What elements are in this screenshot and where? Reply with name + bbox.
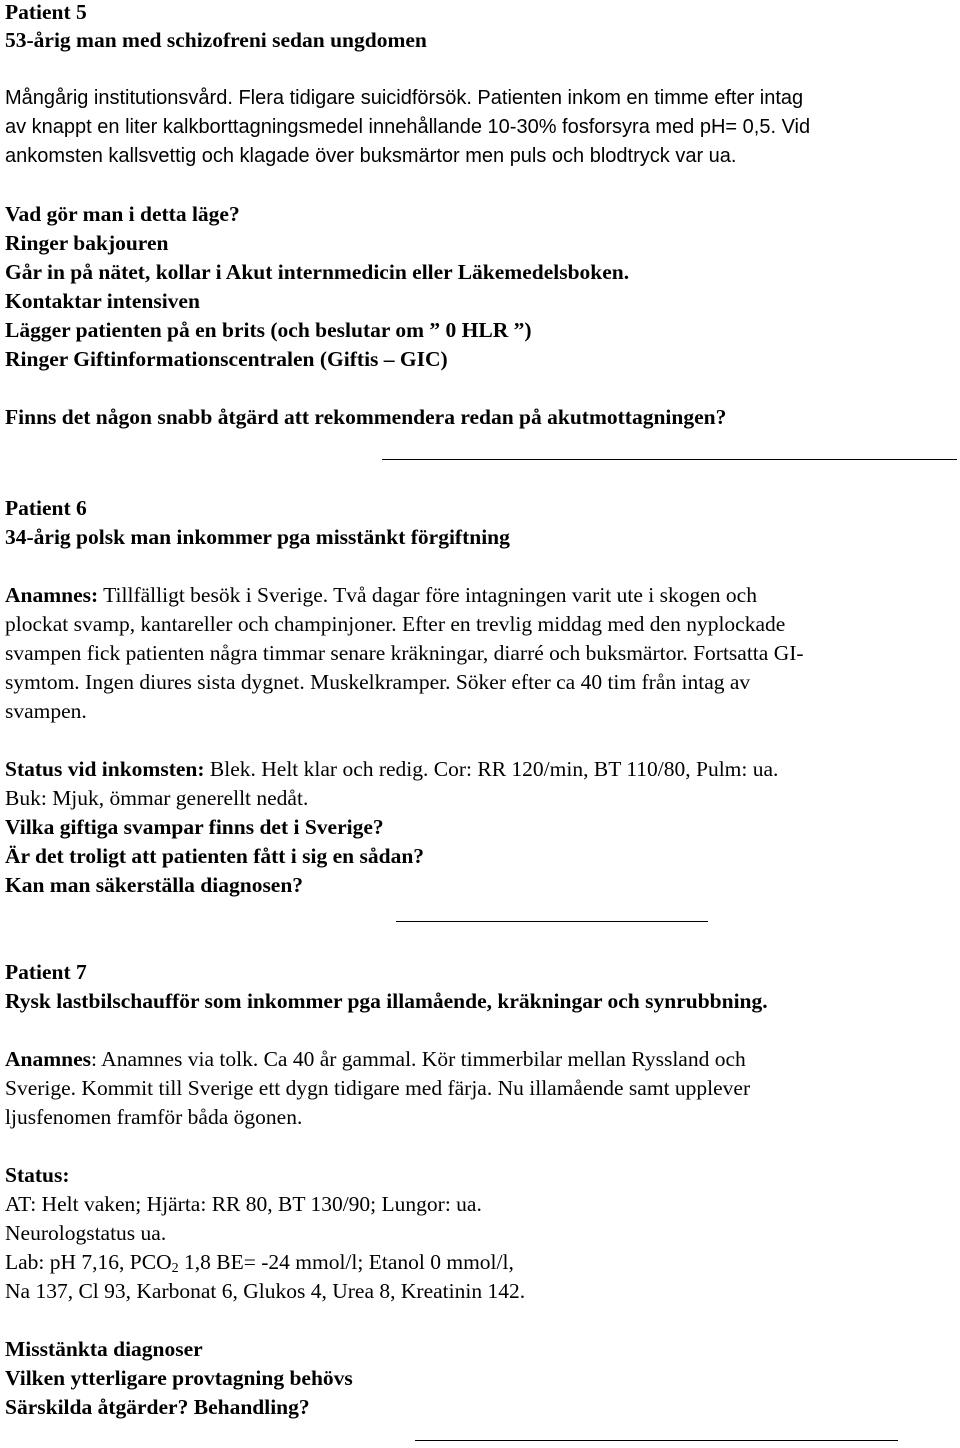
anamnes-text: Tillfälligt besök i Sverige. Två dagar före intagningen varit ute i skogen och — [98, 583, 757, 607]
patient6-subtitle: 34-årig polsk man inkommer pga misstänkt förgiftning — [5, 525, 510, 549]
patient6-question: Är det troligt att patienten fått i sig en sådan? — [5, 844, 425, 868]
patient5-step: Ringer bakjouren — [5, 231, 169, 255]
patient7-lab — [5, 1248, 514, 1276]
patient7-heading: Patient 7 — [5, 960, 87, 984]
patient7-question: Misstänkta diagnoser — [5, 1337, 203, 1361]
patient7-lab-values: Na 137, Cl 93, Karbonat 6, Glukos 4, Urea 8, Kreatinin 142. — [5, 1279, 526, 1303]
patient7-question: Särskilda åtgärder? Behandling? — [5, 1395, 310, 1419]
lab-text: Lab: pH 7,16, PCO — [5, 1250, 172, 1274]
patient6-anamnes — [5, 581, 757, 609]
patient5-history-line: ankomsten kallsvettig och klagade över buksmärtor men puls och blodtryck var ua. — [5, 145, 737, 167]
patient6-question: Kan man säkerställa diagnosen? — [5, 873, 304, 897]
patient5-question: Finns det någon snabb åtgärd att rekommendera redan på akutmottagningen? — [5, 405, 727, 429]
patient5-subtitle: 53-årig man med schizofreni sedan ungdomen — [5, 28, 427, 52]
patient7-anamnes-line: ljusfenomen framför båda ögonen. — [5, 1105, 303, 1129]
patient7-neuro: Neurologstatus ua. — [5, 1221, 167, 1245]
patient6-anamnes-line: symtom. Ingen diures sista dygnet. Muskelkramper. Söker efter ca 40 tim från intag av — [5, 670, 751, 694]
patient7-question: Vilken ytterligare provtagning behövs — [5, 1366, 353, 1390]
patient5-step: Går in på nätet, kollar i Akut internmedicin eller Läkemedelsboken. — [5, 260, 630, 284]
patient7-at: AT: Helt vaken; Hjärta: RR 80, BT 130/90; Lungor: ua. — [5, 1192, 482, 1216]
section-divider — [382, 459, 957, 460]
patient6-status — [5, 755, 778, 783]
anamnes-label: Anamnes — [5, 1047, 92, 1071]
section-divider — [396, 921, 708, 922]
patient6-anamnes-line: plockat svamp, kantareller och champinjoner. Efter en trevlig middag med den nyplockade — [5, 612, 786, 636]
patient5-heading: Patient 5 — [5, 0, 87, 24]
patient5-question-title: Vad gör man i detta läge? — [5, 202, 240, 226]
patient5-step: Lägger patienten på en brits (och beslutar om ” 0 HLR ”) — [5, 318, 532, 342]
patient7-anamnes — [5, 1045, 746, 1073]
patient5-history-line: Mångårig institutionsvård. Flera tidigare suicidförsök. Patienten inkom en timme efter intag — [5, 87, 804, 109]
patient6-question: Vilka giftiga svampar finns det i Sverige? — [5, 815, 384, 839]
anamnes-label: Anamnes: — [5, 583, 99, 607]
patient5-step: Kontaktar intensiven — [5, 289, 200, 313]
patient6-heading: Patient 6 — [5, 496, 87, 520]
patient6-anamnes-line: svampen. — [5, 699, 87, 723]
lab-text: 1,8 BE= -24 mmol/l; Etanol 0 mmol/l, — [178, 1250, 514, 1274]
lab-subscript: 2 — [171, 1261, 179, 1276]
anamnes-text: : Anamnes via tolk. Ca 40 år gammal. Kör timmerbilar mellan Ryssland och — [91, 1047, 746, 1071]
patient6-anamnes-line: svampen fick patienten några timmar senare kräkningar, diarré och buksmärtor. Fortsatta GI- — [5, 641, 804, 665]
section-divider — [415, 1440, 898, 1441]
patient5-history-line: av knappt en liter kalkborttagningsmedel innehållande 10-30% fosforsyra med pH= 0,5. Vid — [5, 116, 811, 138]
status-label: Status vid inkomsten: — [5, 757, 205, 781]
patient6-buk: Buk: Mjuk, ömmar generellt nedåt. — [5, 786, 309, 810]
patient7-status-label: Status: — [5, 1163, 70, 1187]
patient7-anamnes-line: Sverige. Kommit till Sverige ett dygn tidigare med färja. Nu illamående samt upplever — [5, 1076, 751, 1100]
patient5-step: Ringer Giftinformationscentralen (Giftis – GIC) — [5, 347, 448, 371]
patient7-subtitle: Rysk lastbilschaufför som inkommer pga illamående, kräkningar och synrubbning. — [5, 989, 768, 1013]
status-text: Blek. Helt klar och redig. Cor: RR 120/min, BT 110/80, Pulm: ua. — [204, 757, 779, 781]
